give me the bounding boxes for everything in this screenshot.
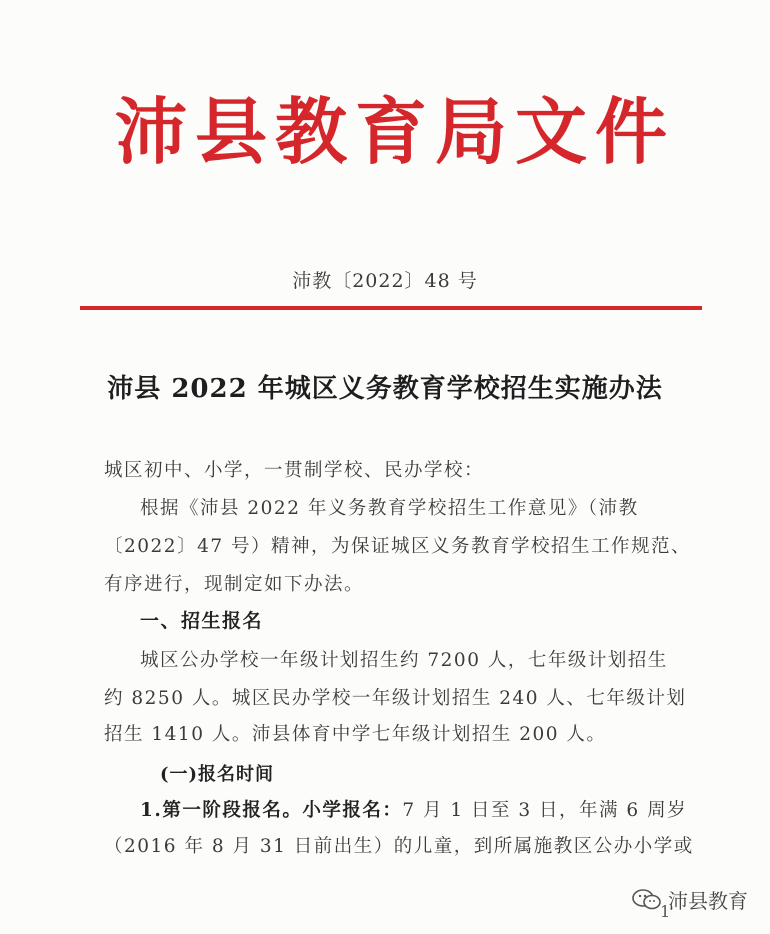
watermark-text: 沛县教育: [668, 889, 748, 913]
stage1-rest: 7 月 1 日至 3 日，年满 6 周岁: [402, 800, 688, 821]
page-number: 1: [660, 902, 671, 921]
stage1-bold-label: 1.第一阶段报名。小学报名：: [140, 800, 403, 821]
section-heading-enrollment: 一、招生报名: [140, 610, 264, 632]
section1-line-3: 招生 1410 人。沛县体育中学七年级计划招生 200 人。: [104, 724, 607, 745]
wechat-watermark: [632, 885, 748, 914]
stage1-line-2: （2016 年 8 月 31 日前出生）的儿童，到所属施教区公办小学或: [104, 836, 694, 857]
wechat-icon: [632, 888, 662, 912]
section1-line-1: 城区公办学校一年级计划招生约 7200 人，七年级计划招生: [140, 650, 668, 671]
intro-line-1: 根据《沛县 2022 年义务教育学校招生工作意见》（沛教: [140, 498, 639, 519]
main-title: 沛县 2022 年城区义务教育学校招生实施办法: [107, 374, 663, 404]
addressee-line: 城区初中、小学，一贯制学校、民办学校：: [104, 460, 485, 481]
document-header-title: 沛县教育局文件: [114, 89, 675, 174]
section1-line-2: 约 8250 人。城区民办学校一年级计划招生 240 人、七年级计划: [104, 688, 687, 709]
intro-line-2: 〔2022〕47 号）精神，为保证城区义务教育学校招生工作规范、: [104, 536, 692, 557]
red-divider: [80, 306, 702, 310]
document-number: 沛教〔2022〕48 号: [292, 270, 478, 292]
stage1-line-1: [140, 796, 740, 822]
intro-line-3: 有序进行，现制定如下办法。: [104, 574, 365, 595]
subsection-heading-time: (一)报名时间: [160, 764, 275, 785]
